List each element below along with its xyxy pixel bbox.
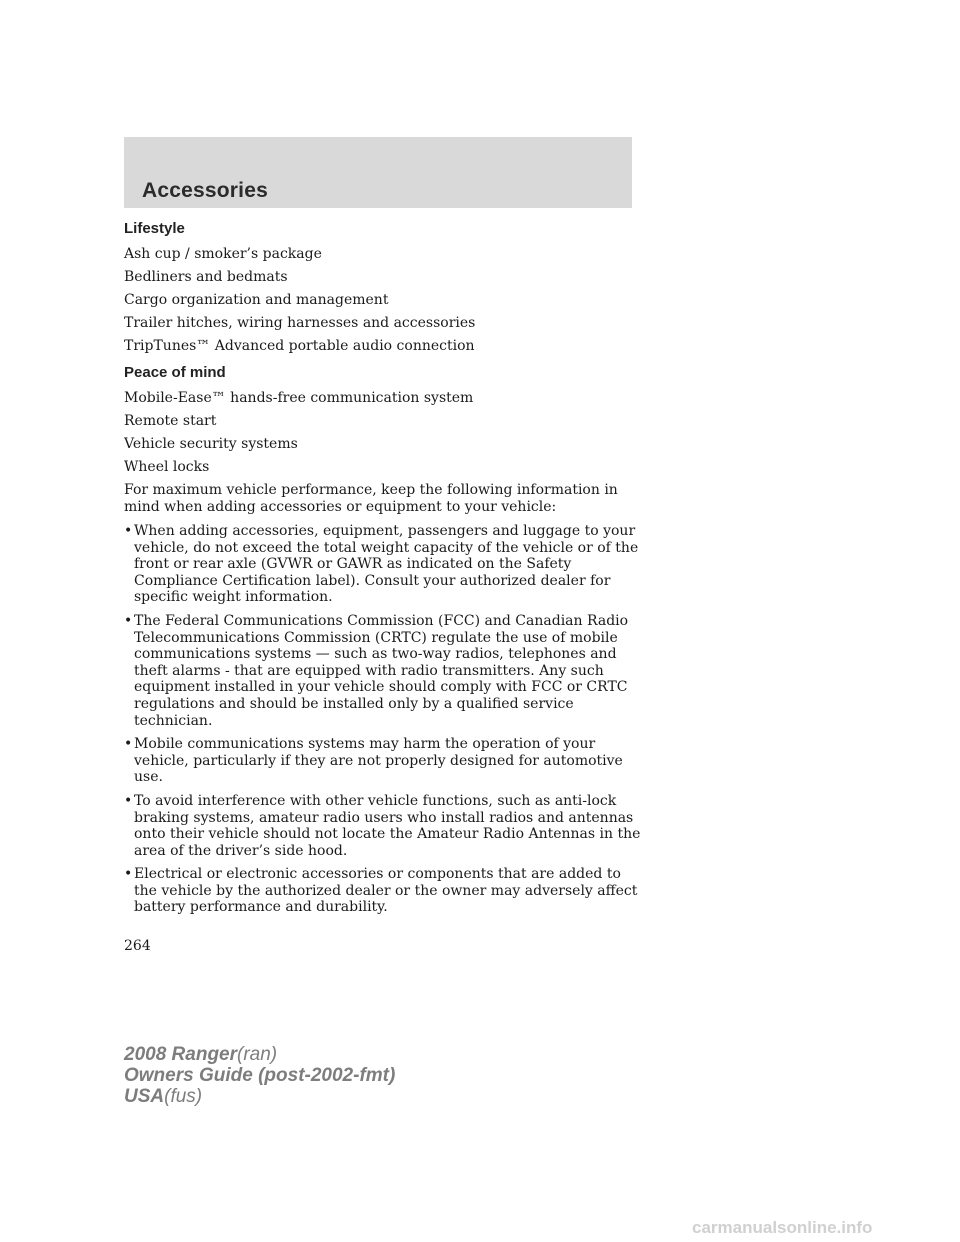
list-item: Remote start — [124, 413, 217, 429]
footer-market: USA — [124, 1086, 165, 1107]
peace-of-mind-heading: Peace of mind — [124, 364, 226, 381]
bullet-text: When adding accessories, equipment, passengers and luggage to your vehicle, do not exceed the total weight capacity of the vehicle or of the front or rear axle (GVWR or GAWR as indicated on the Safety Compliance Certification label). Consult your authorized dealer for specific weight information. — [134, 523, 639, 606]
bullet-icon: • — [124, 792, 133, 809]
bullet-item — [124, 523, 644, 606]
page-number: 264 — [124, 938, 151, 954]
list-item: Mobile-Ease™ hands-free communication system — [124, 390, 474, 406]
peace-of-mind-section — [124, 363, 644, 476]
bullet-text: Electrical or electronic accessories or components that are added to the vehicle by the authorized dealer or the owner may adversely affect battery performance and durability. — [134, 866, 638, 916]
footer-line-market — [124, 1086, 395, 1107]
bullet-item — [124, 793, 644, 859]
footer-model-code: (ran) — [237, 1044, 278, 1065]
bullet-list — [124, 523, 644, 916]
site-watermark: carmanualsonline.info — [692, 1218, 873, 1237]
footer-guide: Owners Guide (post-2002-fmt) — [124, 1065, 396, 1086]
lifestyle-section — [124, 219, 644, 355]
list-item: Wheel locks — [124, 459, 210, 475]
bullet-item — [124, 736, 644, 786]
bullet-icon: • — [124, 612, 133, 629]
list-item: Ash cup / smoker’s package — [124, 246, 322, 262]
bullet-text: The Federal Communications Commission (FCC) and Canadian Radio Telecommunications Commission (CRTC) regulate the use of mobile communications systems — such as two-way radios, telephones and theft alarms - that are equipped with radio transmitters. Any such equipment installed in your vehicle should comply with FCC or CRTC regulations and should be installed only by a qualified service technician. — [134, 612, 629, 729]
lifestyle-heading: Lifestyle — [124, 220, 185, 237]
list-item: Trailer hitches, wiring harnesses and accessories — [124, 315, 476, 331]
section-title: Accessories — [142, 179, 268, 202]
footer-line-model — [124, 1044, 395, 1065]
footer-market-code: (fus) — [164, 1086, 203, 1107]
list-item: Vehicle security systems — [124, 436, 298, 452]
footer-model: 2008 Ranger — [124, 1044, 238, 1065]
bullet-icon: • — [124, 736, 133, 753]
bullet-item — [124, 866, 644, 916]
list-item: Cargo organization and management — [124, 292, 389, 308]
bullet-icon: • — [124, 523, 133, 539]
bullet-item — [124, 613, 644, 729]
bullet-icon: • — [124, 866, 133, 883]
page-content — [124, 219, 644, 923]
bullet-text: To avoid interference with other vehicle functions, such as anti-lock braking systems, amateur radio users who install radios and antennas onto their vehicle should not locate the Amateur Radio Antennas in the area of the driver’s side hood. — [134, 792, 641, 859]
list-item: TripTunes™ Advanced portable audio connection — [124, 338, 475, 354]
bullet-text: Mobile communications systems may harm the operation of your vehicle, particularly if they are not properly designed for automotive use. — [134, 736, 623, 786]
intro-paragraph: For maximum vehicle performance, keep the following information in mind when adding accessories or equipment to your vehicle: — [124, 482, 618, 515]
document-footer — [124, 1044, 395, 1107]
section-header-band — [124, 137, 632, 208]
list-item: Bedliners and bedmats — [124, 269, 288, 285]
